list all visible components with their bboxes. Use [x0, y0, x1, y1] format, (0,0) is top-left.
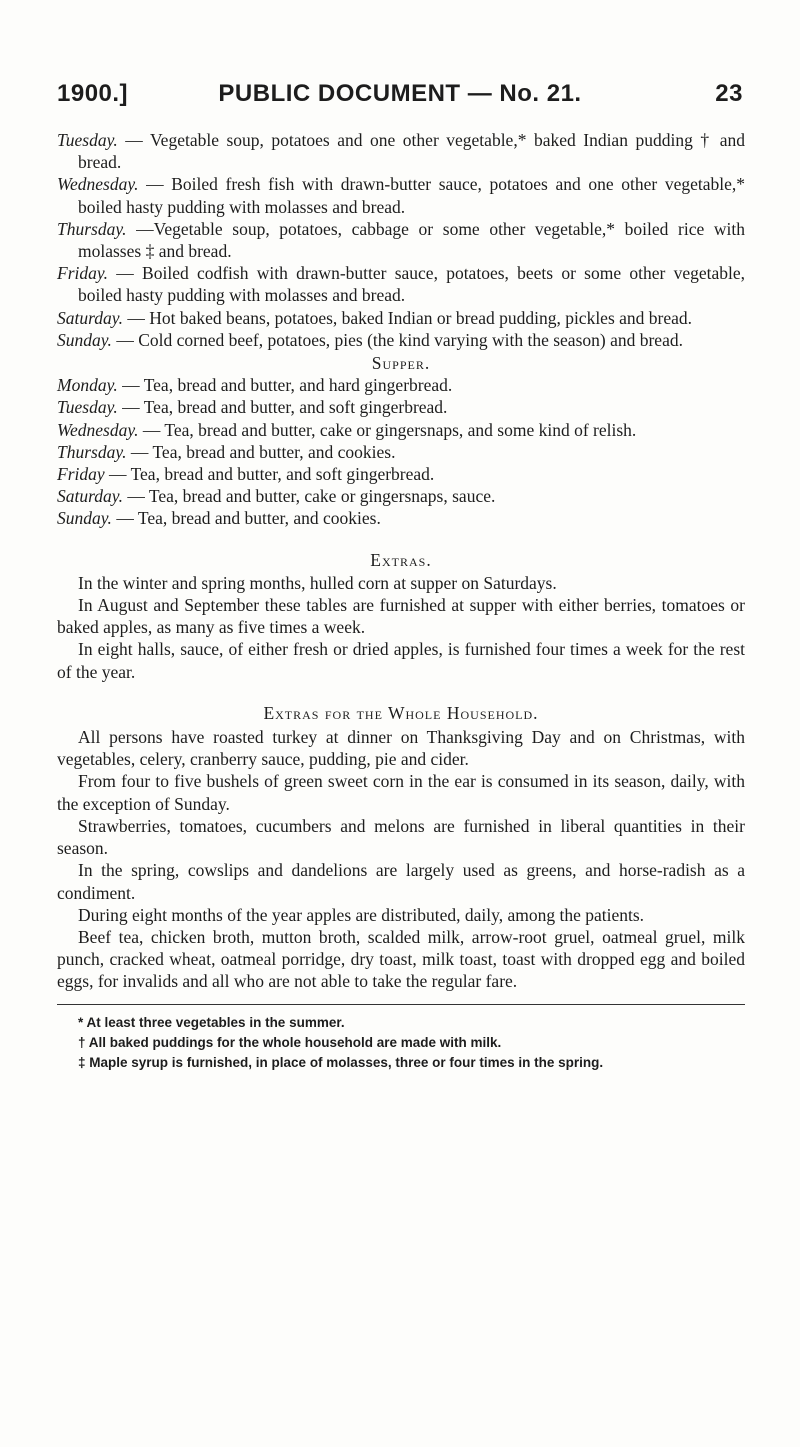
paragraph: In the winter and spring months, hulled corn at supper on Saturdays.	[78, 572, 557, 593]
day-label: Monday.	[57, 375, 118, 396]
paragraph: All persons have roasted turkey at dinner on Thanksgiving Day and on Christmas, with vegetables, celery, cranberry sauce, pudding, pie and cider.	[57, 727, 745, 770]
footnote: ‡ Maple syrup is furnished, in place of molasses, three or four times in the spring.	[78, 1054, 604, 1070]
day-label: Sunday.	[57, 329, 112, 350]
menu-text: — Tea, bread and butter, and hard gingerbread.	[117, 375, 453, 396]
menu-text: — Boiled fresh fish with drawn-butter sauce, potatoes and one other vegetable,* boiled hasty pudding with molasses and bread.	[78, 174, 745, 217]
day-label: Wednesday.	[57, 419, 139, 440]
menu-text: — Tea, bread and butter, and cookies.	[111, 508, 381, 529]
paragraph: Beef tea, chicken broth, mutton broth, scalded milk, arrow-root gruel, oatmeal gruel, milk punch, cracked wheat, oatmeal porridge, dry toast, milk toast, toast with dropped egg and boiled eggs, for invalids and all who are not able to take the regular fare.	[57, 926, 745, 992]
day-label: Thursday.	[57, 218, 127, 239]
menu-text: — Tea, bread and butter, and soft gingerbread.	[117, 397, 448, 418]
day-label: Wednesday.	[57, 174, 139, 195]
page-number: 23	[715, 80, 743, 107]
paragraph: From four to five bushels of green sweet corn in the ear is consumed in its season, daily, with the exception of Sunday.	[57, 771, 745, 814]
menu-entry	[57, 485, 745, 507]
menu-entry	[57, 307, 745, 329]
header-title: PUBLIC DOCUMENT — No. 21.	[218, 80, 582, 107]
menu-entry	[57, 129, 745, 173]
paragraph: In the spring, cowslips and dandelions are largely used as greens, and horse-radish as a condiment.	[57, 860, 745, 903]
menu-entry	[57, 507, 745, 529]
menu-entry	[57, 262, 745, 306]
day-label: Friday	[57, 464, 105, 485]
section-heading-supper: Supper.	[371, 353, 431, 374]
menu-entry	[57, 218, 745, 262]
day-label: Tuesday.	[57, 130, 118, 150]
menu-entry	[57, 441, 745, 463]
paragraph: During eight months of the year apples are distributed, daily, among the patients.	[78, 904, 645, 925]
menu-text: — Cold corned beef, potatoes, pies (the kind varying with the season) and bread.	[111, 329, 683, 350]
footnote-divider	[57, 1004, 745, 1005]
section-heading-extras: Extras.	[370, 549, 432, 570]
day-label: Thursday.	[57, 441, 127, 462]
day-label: Saturday.	[57, 486, 123, 507]
menu-text: — Hot baked beans, potatoes, baked Indian or bread pudding, pickles and bread.	[122, 307, 693, 328]
menu-text: — Tea, bread and butter, and cookies.	[126, 441, 396, 462]
menu-entry	[57, 173, 745, 217]
supper-list	[57, 374, 745, 529]
menu-text: — Tea, bread and butter, and soft gingerbread.	[104, 464, 435, 485]
dinner-list	[57, 129, 745, 351]
day-label: Saturday.	[57, 307, 123, 328]
day-label: Friday.	[57, 263, 109, 284]
paragraph: In eight halls, sauce, of either fresh or dried apples, is furnished four times a week for the rest of the year.	[57, 639, 745, 682]
menu-entry	[57, 463, 745, 485]
menu-text: — Boiled codfish with drawn-butter sauce, potatoes, beets or some other vegetable, boiled hasty pudding with molasses and bread.	[78, 263, 745, 306]
day-label: Sunday.	[57, 508, 112, 529]
menu-text: — Tea, bread and butter, cake or gingersnaps, and some kind of relish.	[138, 419, 637, 440]
footnote: * At least three vegetables in the summer.	[78, 1014, 345, 1030]
menu-entry	[57, 329, 745, 351]
menu-entry	[57, 396, 745, 418]
menu-entry	[57, 374, 745, 396]
menu-entry	[57, 419, 745, 441]
header-year: 1900.]	[57, 80, 129, 107]
page-body	[57, 129, 745, 1073]
section-heading-extras-whole-household: Extras for the Whole Household.	[263, 702, 539, 723]
paragraph: Strawberries, tomatoes, cucumbers and melons are furnished in liberal quantities in their season.	[57, 815, 745, 859]
menu-text: — Tea, bread and butter, cake or gingersnaps, sauce.	[122, 486, 496, 507]
footnote: † All baked puddings for the whole household are made with milk.	[78, 1034, 502, 1050]
paragraph: In August and September these tables are furnished at supper with either berries, tomatoes or baked apples, as many as five times a week.	[57, 595, 745, 638]
running-header	[57, 80, 743, 120]
menu-text: —Vegetable soup, potatoes, cabbage or some other vegetable,* boiled rice with molasses ‡ and bread.	[78, 218, 745, 262]
day-label: Tuesday.	[57, 397, 118, 418]
menu-text: — Vegetable soup, potatoes and one other vegetable,* baked Indian pudding † and bread.	[78, 130, 745, 173]
